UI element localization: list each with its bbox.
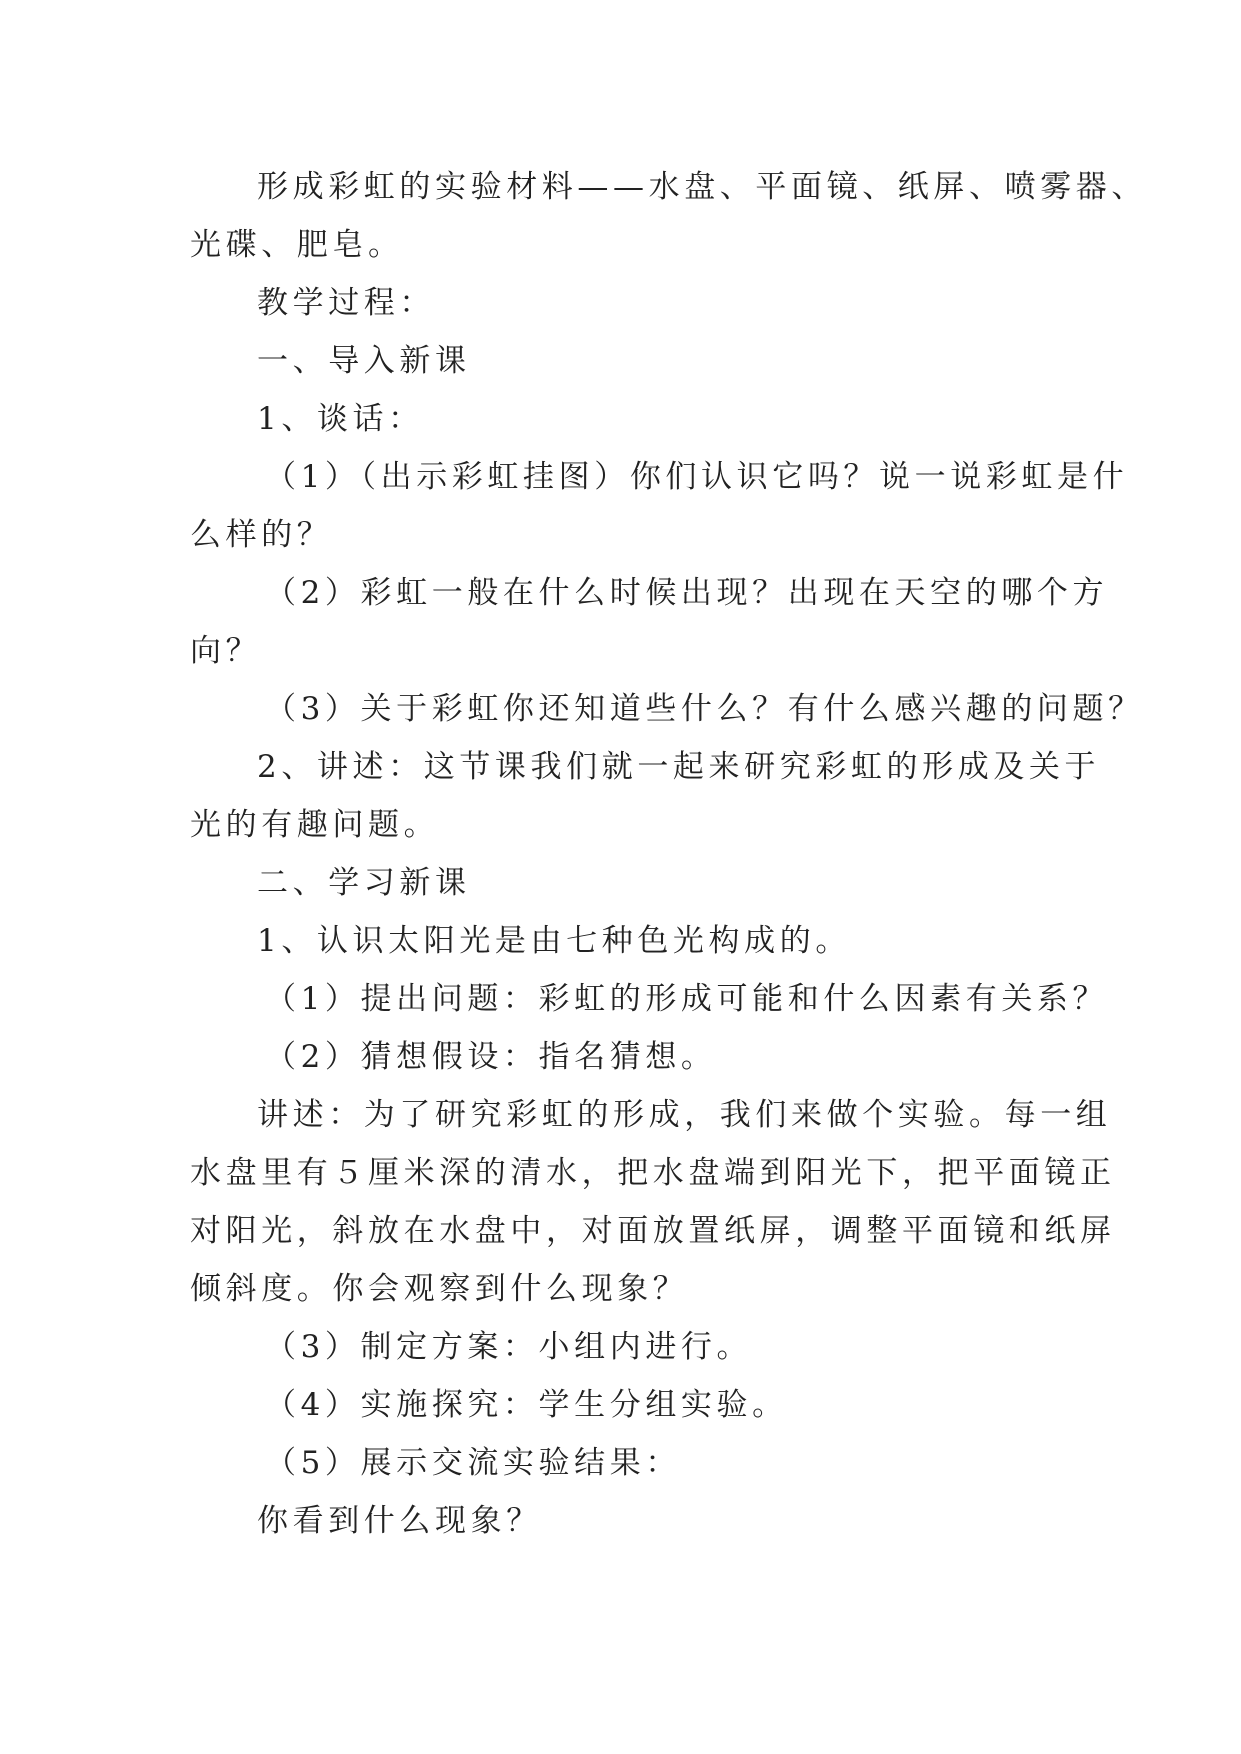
question-2: （2）彩虹一般在什么时候出现？出现在天空的哪个方 bbox=[265, 575, 1109, 611]
materials-line: 形成彩虹的实验材料——水盘、平面镜、纸屏、喷雾器、 bbox=[257, 169, 1147, 205]
question-2-continued: 向？ bbox=[190, 633, 262, 669]
section-heading-1: 一、导入新课 bbox=[257, 343, 471, 379]
item-narration-continued: 光的有趣问题。 bbox=[190, 807, 440, 843]
item-narration: 2、讲述：这节课我们就一起来研究彩虹的形成及关于 bbox=[257, 749, 1101, 785]
step-5: （5）展示交流实验结果： bbox=[265, 1445, 681, 1481]
question-3: （3）关于彩虹你还知道些什么？有什么感兴趣的问题？ bbox=[265, 691, 1144, 727]
step-3: （3）制定方案：小组内进行。 bbox=[265, 1329, 753, 1365]
experiment-paragraph-line-2: 水盘里有５厘米深的清水，把水盘端到阳光下，把平面镜正 bbox=[190, 1155, 1116, 1191]
materials-line-continued: 光碟、肥皂。 bbox=[190, 227, 404, 263]
document-body bbox=[190, 158, 1147, 1550]
experiment-paragraph-line-1: 讲述：为了研究彩虹的形成，我们来做个实验。每一组 bbox=[257, 1097, 1112, 1133]
question-1-continued: 么样的？ bbox=[190, 517, 333, 553]
item-talk: 1、谈话： bbox=[257, 401, 424, 437]
step-2: （2）猜想假设：指名猜想。 bbox=[265, 1039, 717, 1075]
item-sunlight: 1、认识太阳光是由七种色光构成的。 bbox=[257, 923, 851, 959]
observation-question: 你看到什么现象？ bbox=[257, 1503, 542, 1539]
teaching-process-heading: 教学过程： bbox=[257, 285, 435, 321]
step-1: （1）提出问题：彩虹的形成可能和什么因素有关系？ bbox=[265, 981, 1109, 1017]
experiment-paragraph-line-3: 对阳光，斜放在水盘中，对面放置纸屏，调整平面镜和纸屏 bbox=[190, 1213, 1116, 1249]
experiment-paragraph-line-4: 倾斜度。你会观察到什么现象？ bbox=[190, 1271, 689, 1307]
section-heading-2: 二、学习新课 bbox=[257, 865, 471, 901]
step-4: （4）实施探究：学生分组实验。 bbox=[265, 1387, 788, 1423]
question-1: （1）（出示彩虹挂图）你们认识它吗？说一说彩虹是什 bbox=[265, 459, 1129, 495]
